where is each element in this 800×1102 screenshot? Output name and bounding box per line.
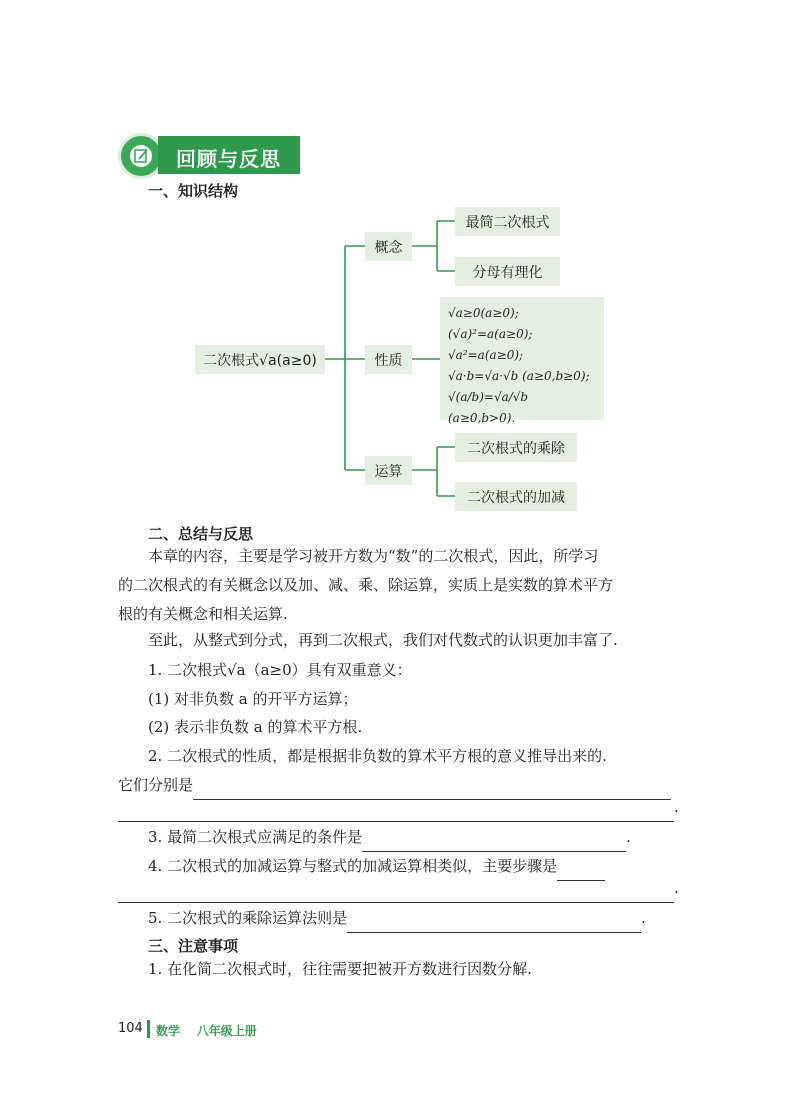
text-line: 的二次根式的有关概念以及加、减、乘、除运算，实质上是实数的算术平方 bbox=[118, 576, 614, 594]
text-line: 根的有关概念和相关运算. bbox=[118, 605, 288, 623]
answer-blank[interactable] bbox=[347, 910, 641, 933]
diagram-root: 二次根式√a(a≥0) bbox=[195, 345, 325, 374]
period: . bbox=[626, 828, 631, 846]
period: . bbox=[674, 879, 679, 897]
footer-divider bbox=[147, 1020, 150, 1038]
text-line: 它们分别是 bbox=[118, 776, 194, 794]
formula-line: (√a)²=a(a≥0); bbox=[448, 327, 533, 341]
heading-notes: 三、注意事项 bbox=[148, 937, 239, 955]
item-4-blank-line bbox=[118, 874, 690, 903]
item-3 bbox=[148, 823, 690, 852]
text-line: 4. 二次根式的加减运算与整式的加减运算相类似，主要步骤是 bbox=[148, 857, 558, 875]
formula-line: √(a/b)=√a/√b (a≥0,b>0). bbox=[448, 390, 529, 425]
answer-blank[interactable] bbox=[362, 829, 626, 852]
text-line: 5. 二次根式的乘除运算法则是 bbox=[148, 909, 348, 927]
paragraph-intro bbox=[148, 542, 688, 571]
diagram-leaf-add-subtract: 二次根式的加减 bbox=[455, 482, 577, 511]
note-1: 1. 在化简二次根式时，往往需要把被开方数进行因数分解. bbox=[148, 960, 532, 978]
diagram-branch-property: 性质 bbox=[365, 345, 412, 374]
item-1b: (2) 表示非负数 a 的算术平方根. bbox=[148, 718, 363, 736]
page-number: 104 bbox=[118, 1021, 143, 1036]
diagram-leaf-rationalize: 分母有理化 bbox=[455, 257, 560, 286]
formula-line: √a≥0(a≥0); bbox=[448, 306, 519, 320]
period: . bbox=[674, 798, 679, 816]
diagram-leaf-multiply-divide: 二次根式的乘除 bbox=[455, 433, 577, 462]
paragraph-richer: 至此，从整式到分式，再到二次根式，我们对代数式的认识更加丰富了. bbox=[148, 631, 618, 649]
diagram-property-formulas bbox=[440, 297, 604, 425]
item-2: 2. 二次根式的性质，都是根据非负数的算术平方根的意义推导出来的. bbox=[148, 747, 607, 765]
answer-blank[interactable] bbox=[118, 797, 674, 822]
item-1: 1. 二次根式√a（a≥0）具有双重意义： bbox=[148, 661, 412, 679]
item-1a: (1) 对非负数 a 的开平方运算； bbox=[148, 690, 358, 708]
text-line: 3. 最简二次根式应满足的条件是 bbox=[148, 828, 363, 846]
section-title: 回顾与反思 bbox=[176, 147, 281, 171]
diagram-leaf-simplest-radical: 最简二次根式 bbox=[455, 207, 560, 236]
diagram-branch-operation: 运算 bbox=[365, 456, 412, 485]
item-5 bbox=[148, 904, 690, 933]
paragraph-intro-cont bbox=[118, 571, 688, 629]
formula-line: √a²=a(a≥0); bbox=[448, 348, 524, 362]
answer-blank[interactable] bbox=[118, 878, 674, 903]
diagram-branch-concept: 概念 bbox=[365, 232, 412, 261]
heading-knowledge-structure: 一、知识结构 bbox=[148, 182, 239, 200]
formula-line: √a·b=√a·√b (a≥0,b≥0); bbox=[448, 369, 590, 383]
heading-summary: 二、总结与反思 bbox=[148, 525, 254, 543]
text-line: 本章的内容，主要是学习被开方数为“数”的二次根式，因此，所学习 bbox=[148, 547, 599, 565]
period: . bbox=[641, 909, 646, 927]
book-title: 数学 八年级上册 bbox=[156, 1024, 257, 1038]
item-2-blank-line bbox=[118, 793, 690, 822]
